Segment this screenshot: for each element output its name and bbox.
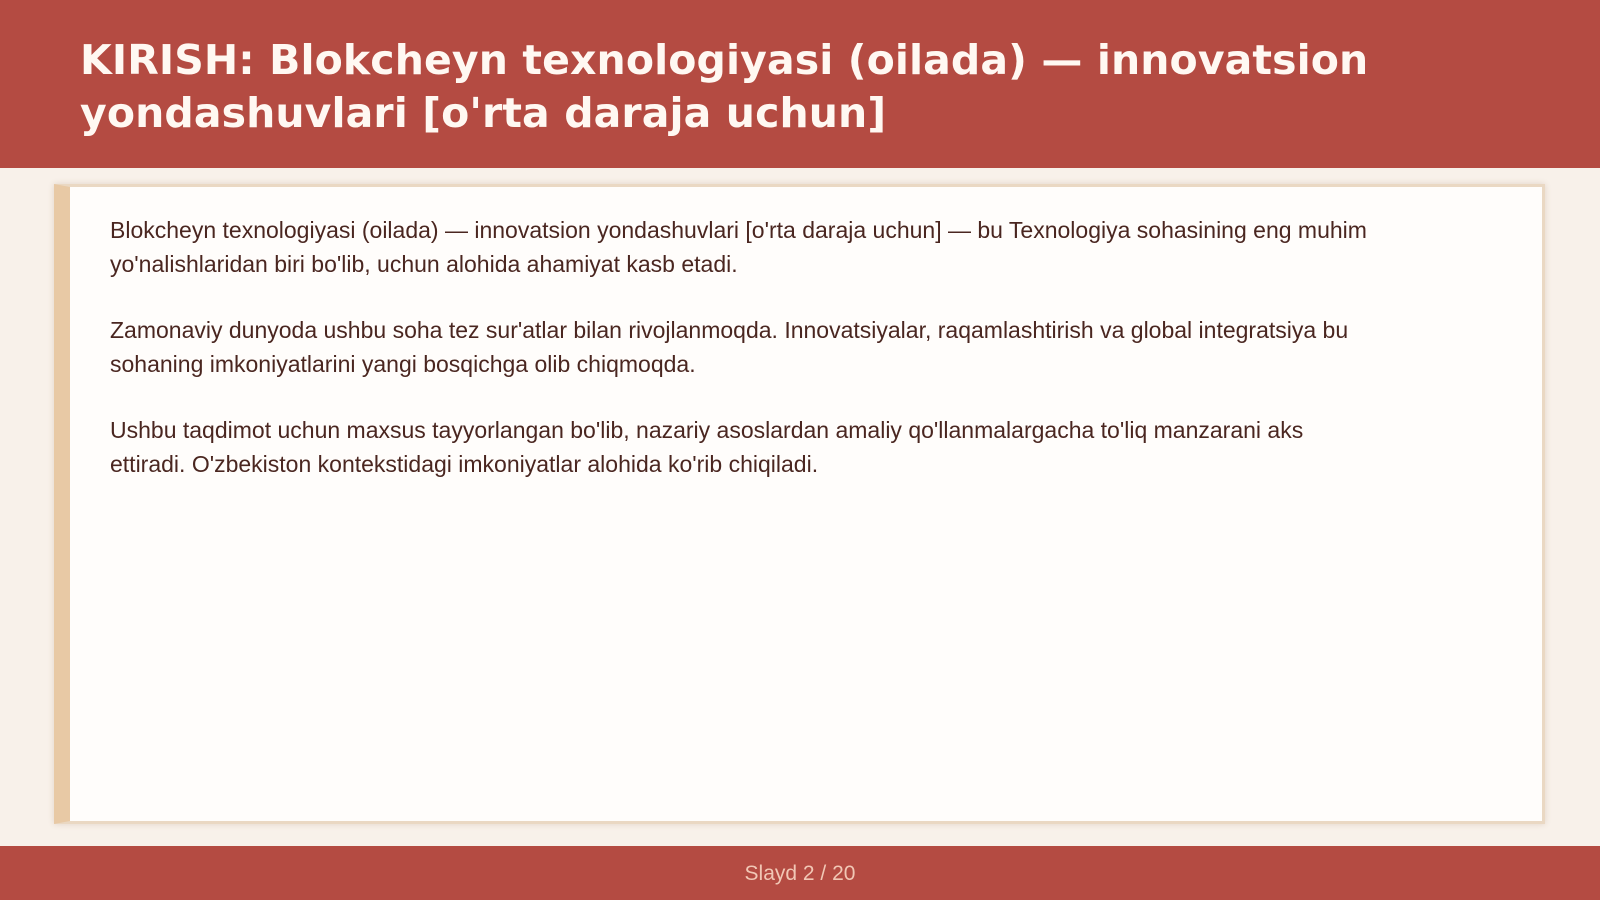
slide-footer [0,846,1600,900]
content-card [54,184,1545,824]
intro-paragraph-line-2: yo'nalishlaridan biri bo'lib, uchun alohida ahamiyat kasb etadi. [110,251,738,277]
intro-paragraph [110,213,1496,281]
presentation-purpose-paragraph [110,413,1496,481]
modern-world-paragraph [110,313,1496,381]
presentation-purpose-paragraph-line-1: Ushbu taqdimot uchun maxsus tayyorlangan bo'lib, nazariy asoslardan amaliy qo'llanmalargacha to'liq manzarani aks [110,417,1304,443]
slide-title-line-2: yondashuvlari [o'rta daraja uchun] [80,89,887,137]
slide-title-line-1: KIRISH: Blokcheyn texnologiyasi (oilada) — innovatsion [80,36,1369,84]
presentation-purpose-paragraph-line-2: ettiradi. O'zbekiston kontekstidagi imkoniyatlar alohida ko'rib chiqiladi. [110,451,819,477]
modern-world-paragraph-line-2: sohaning imkoniyatlarini yangi bosqichga olib chiqmoqda. [110,351,696,377]
slide-number: Slayd 2 / 20 [744,861,856,885]
slide-header [0,0,1600,168]
slide-title [80,34,1520,140]
intro-paragraph-line-1: Blokcheyn texnologiyasi (oilada) — innovatsion yondashuvlari [o'rta daraja uchun] — bu Texnologiya sohasining eng muhim [110,217,1367,243]
modern-world-paragraph-line-1: Zamonaviy dunyoda ushbu soha tez sur'atlar bilan rivojlanmoqda. Innovatsiyalar, raqamlashtirish va global integratsiya bu [110,317,1349,343]
